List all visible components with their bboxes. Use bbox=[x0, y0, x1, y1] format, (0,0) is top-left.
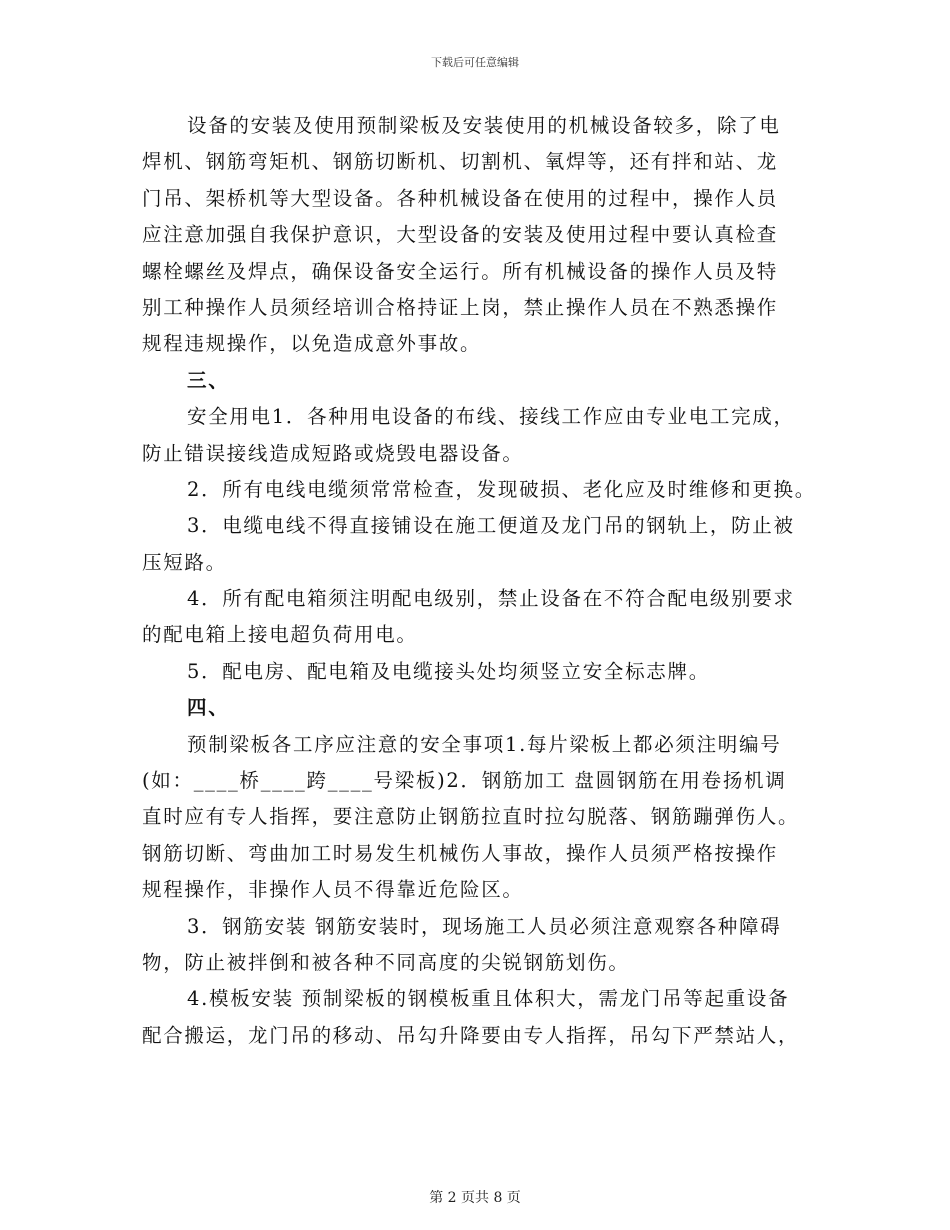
text-line: 物，防止被拌倒和被各种不同高度的尖锐钢筋划伤。 bbox=[142, 950, 630, 974]
text-line: 2．所有电线电缆须常常检查，发现破损、老化应及时维修和更换。 bbox=[187, 477, 816, 501]
page-header: 下载后可任意编辑 bbox=[431, 56, 519, 69]
text-line: 配合搬运，龙门吊的移动、吊勾升降要由专人指挥，吊勾下严禁站人， bbox=[142, 1023, 800, 1047]
section-heading: 三、 bbox=[187, 368, 230, 392]
text-line: 4．所有配电箱须注明配电级别，禁止设备在不符合配电级别要求 bbox=[187, 587, 795, 611]
text-line: 的配电箱上接电超负荷用电。 bbox=[142, 623, 418, 647]
text-line: 规程违规操作，以免造成意外事故。 bbox=[142, 332, 482, 356]
page-footer: 第 2 页共 8 页 bbox=[429, 1190, 521, 1206]
text-line: 应注意加强自我保护意识，大型设备的安装及使用过程中要认真检查 bbox=[142, 223, 779, 247]
text-line: 门吊、架桥机等大型设备。各种机械设备在使用的过程中，操作人员 bbox=[142, 186, 779, 210]
text-line: 焊机、钢筋弯矩机、钢筋切断机、切割机、氧焊等，还有拌和站、龙 bbox=[142, 150, 779, 174]
text-line: 4.模板安装 预制梁板的钢模板重且体积大，需龙门吊等起重设备 bbox=[187, 987, 790, 1011]
document-body bbox=[142, 108, 816, 1054]
text-line: 钢筋切断、弯曲加工时易发生机械伤人事故，操作人员须严格按操作 bbox=[142, 841, 779, 865]
text-line: 3．钢筋安装 钢筋安装时，现场施工人员必须注意观察各种障碍 bbox=[187, 914, 782, 938]
text-line: 5．配电房、配电箱及电缆接头处均须竖立安全标志牌。 bbox=[187, 659, 710, 683]
text-line: 3．电缆电线不得直接铺设在施工便道及龙门吊的钢轨上，防止被 bbox=[187, 514, 795, 538]
text-line: 安全用电1．各种用电设备的布线、接线工作应由专业电工完成， bbox=[187, 405, 795, 429]
section-heading: 四、 bbox=[187, 696, 230, 720]
text-line: 压短路。 bbox=[142, 550, 227, 574]
text-line: 规程操作，非操作人员不得靠近危险区。 bbox=[142, 878, 524, 902]
text-line: 设备的安装及使用预制梁板及安装使用的机械设备较多，除了电 bbox=[187, 114, 781, 137]
text-line: (如：____桥____跨____号梁板)2．钢筋加工 盘圆钢筋在用卷扬机调 bbox=[142, 769, 787, 793]
text-line: 别工种操作人员须经培训合格持证上岗，禁止操作人员在不熟悉操作 bbox=[142, 295, 779, 319]
text-line: 防止错误接线造成短路或烧毁电器设备。 bbox=[142, 441, 524, 465]
text-line: 螺栓螺丝及焊点，确保设备安全运行。所有机械设备的操作人员及特 bbox=[142, 259, 779, 283]
text-line: 直时应有专人指挥，要注意防止钢筋拉直时拉勾脱落、钢筋蹦弹伤人。 bbox=[142, 805, 800, 829]
text-line: 预制梁板各工序应注意的安全事项1.每片梁板上都必须注明编号 bbox=[187, 732, 782, 756]
